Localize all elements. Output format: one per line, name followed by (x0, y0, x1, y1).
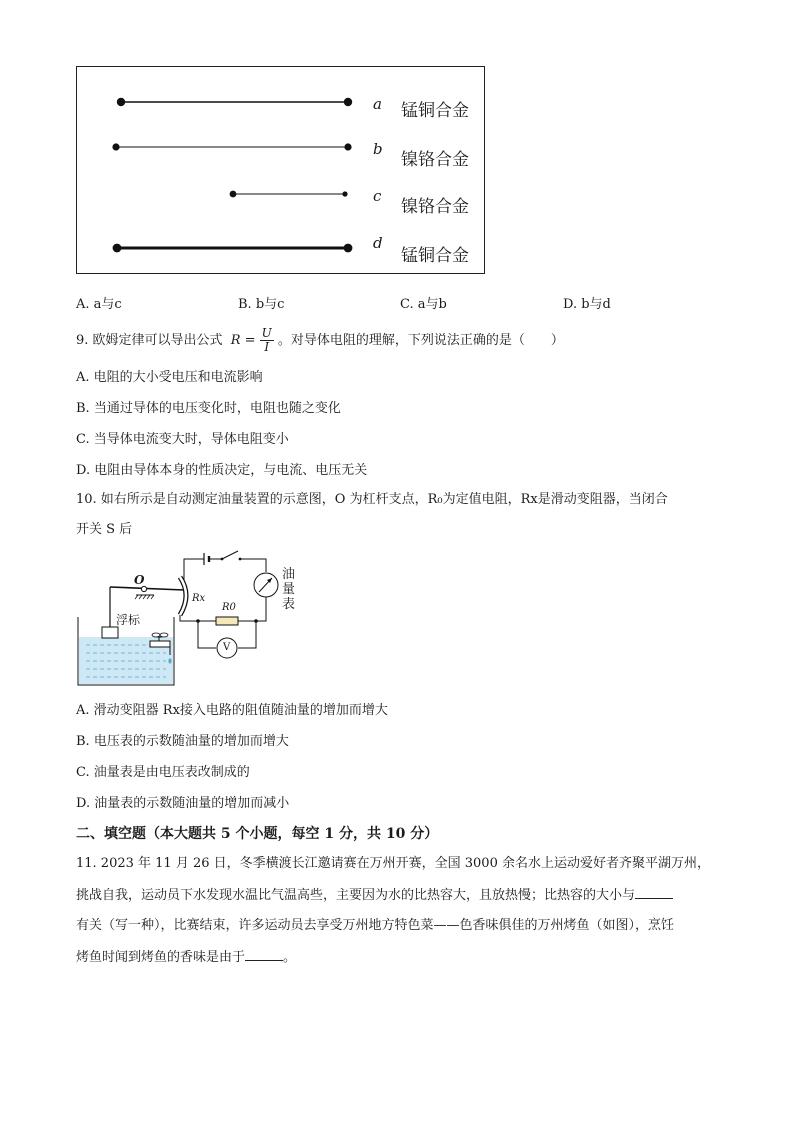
q9-formula-lhs: R = (230, 333, 256, 348)
wire-a-material: 锰铜合金 (401, 101, 469, 121)
label-oil-gauge: 油量表 (282, 567, 296, 612)
label-v: V (223, 642, 231, 653)
q9-option-a: A. 电阻的大小受电压和电流影响 (76, 370, 263, 385)
section-2-heading: 二、填空题（本大题共 5 个小题，每空 1 分，共 10 分） (76, 826, 439, 842)
wire-d-letter: d (373, 234, 383, 252)
q11-line4-wrap (76, 948, 296, 967)
label-rx: Rx (192, 593, 206, 604)
q9-option-c: C. 当导体电流变大时，导体电阻变小 (76, 432, 289, 447)
q8-option-c: C. a与b (400, 297, 447, 312)
label-o: O (134, 573, 145, 587)
q9-formula-fraction (260, 327, 274, 354)
q8-option-a: A. a与c (76, 297, 122, 312)
q9-option-b: B. 当通过导体的电压变化时，电阻也随之变化 (76, 401, 341, 416)
label-r0: R0 (222, 602, 236, 613)
q8-option-d: D. b与d (563, 297, 611, 312)
q9-prefix: 9. 欧姆定律可以导出公式 (76, 333, 223, 348)
wire-d-end-left (113, 244, 122, 253)
q10-stem-line1: 10. 如右所示是自动测定油量装置的示意图，O 为杠杆支点，R₀为定值电阻，Rx是滑动变阻器，当闭合 (76, 492, 668, 507)
wire-c-end-left (230, 191, 237, 198)
pivot-o (141, 586, 146, 591)
q11-line4-post: 。 (283, 950, 297, 965)
q11-blank-1[interactable] (635, 886, 673, 899)
wire-c-end-right (342, 191, 347, 196)
q11-blank-2[interactable] (245, 948, 283, 961)
wire-figure (76, 66, 485, 274)
q11-line4-pre: 烤鱼时闻到烤鱼的香味是由于 (76, 950, 246, 965)
wire-b-letter: b (373, 140, 383, 158)
oil-gauge-diagram (76, 545, 306, 690)
q10-option-c: C. 油量表是由电压表改制成的 (76, 765, 250, 780)
wire-b-end-right (344, 143, 351, 150)
wire-d-end-right (344, 244, 353, 253)
q10-option-d: D. 油量表的示数随油量的增加而减小 (76, 796, 290, 811)
wire-c-material: 镍铬合金 (401, 197, 469, 217)
label-float: 浮标 (116, 613, 141, 627)
q10-option-a: A. 滑动变阻器 Rx接入电路的阻值随油量的增加而增大 (76, 703, 388, 718)
switch-blade (222, 551, 238, 559)
q11-line1: 11. 2023 年 11 月 26 日，冬季横渡长江邀请赛在万州开赛，全国 3000 余名水上运动爱好者齐聚平湖万州， (76, 856, 710, 871)
wire-a-letter: a (373, 95, 382, 113)
q8-option-b: B. b与c (238, 297, 285, 312)
q9-stem (76, 327, 564, 354)
q10-stem-line2: 开关 S 后 (76, 522, 133, 537)
tap (150, 641, 170, 647)
q10-option-b: B. 电压表的示数随油量的增加而增大 (76, 734, 289, 749)
r0-resistor (216, 617, 238, 625)
wire-b-end-left (112, 143, 119, 150)
q9-option-d: D. 电阻由导体本身的性质决定，与电流、电压无关 (76, 463, 368, 478)
oil-gauge-figure (76, 545, 306, 690)
wire-d-material: 锰铜合金 (401, 246, 469, 266)
wire-b-material: 镍铬合金 (401, 150, 469, 170)
float (102, 627, 118, 638)
q11-line3: 有关（写一种），比赛结束，许多运动员去享受万州地方特色菜——色香味俱佳的万州烤鱼（如图），烹饪 (76, 918, 675, 933)
q9-formula-denominator: I (264, 340, 270, 354)
wire-c-letter: c (373, 187, 382, 205)
oil-drop (168, 658, 171, 663)
wire-a-end-right (344, 98, 352, 106)
q9-formula-numerator: U (261, 326, 272, 340)
q11-line2-wrap (76, 886, 673, 905)
wire-a-end-left (117, 98, 125, 106)
q11-line2: 挑战自我，运动员下水发现水温比气温高些，主要因为水的比热容大，且放热慢；比热容的大小与 (76, 888, 636, 903)
q9-suffix: 。对导体电阻的理解，下列说法正确的是（ ） (277, 333, 564, 348)
